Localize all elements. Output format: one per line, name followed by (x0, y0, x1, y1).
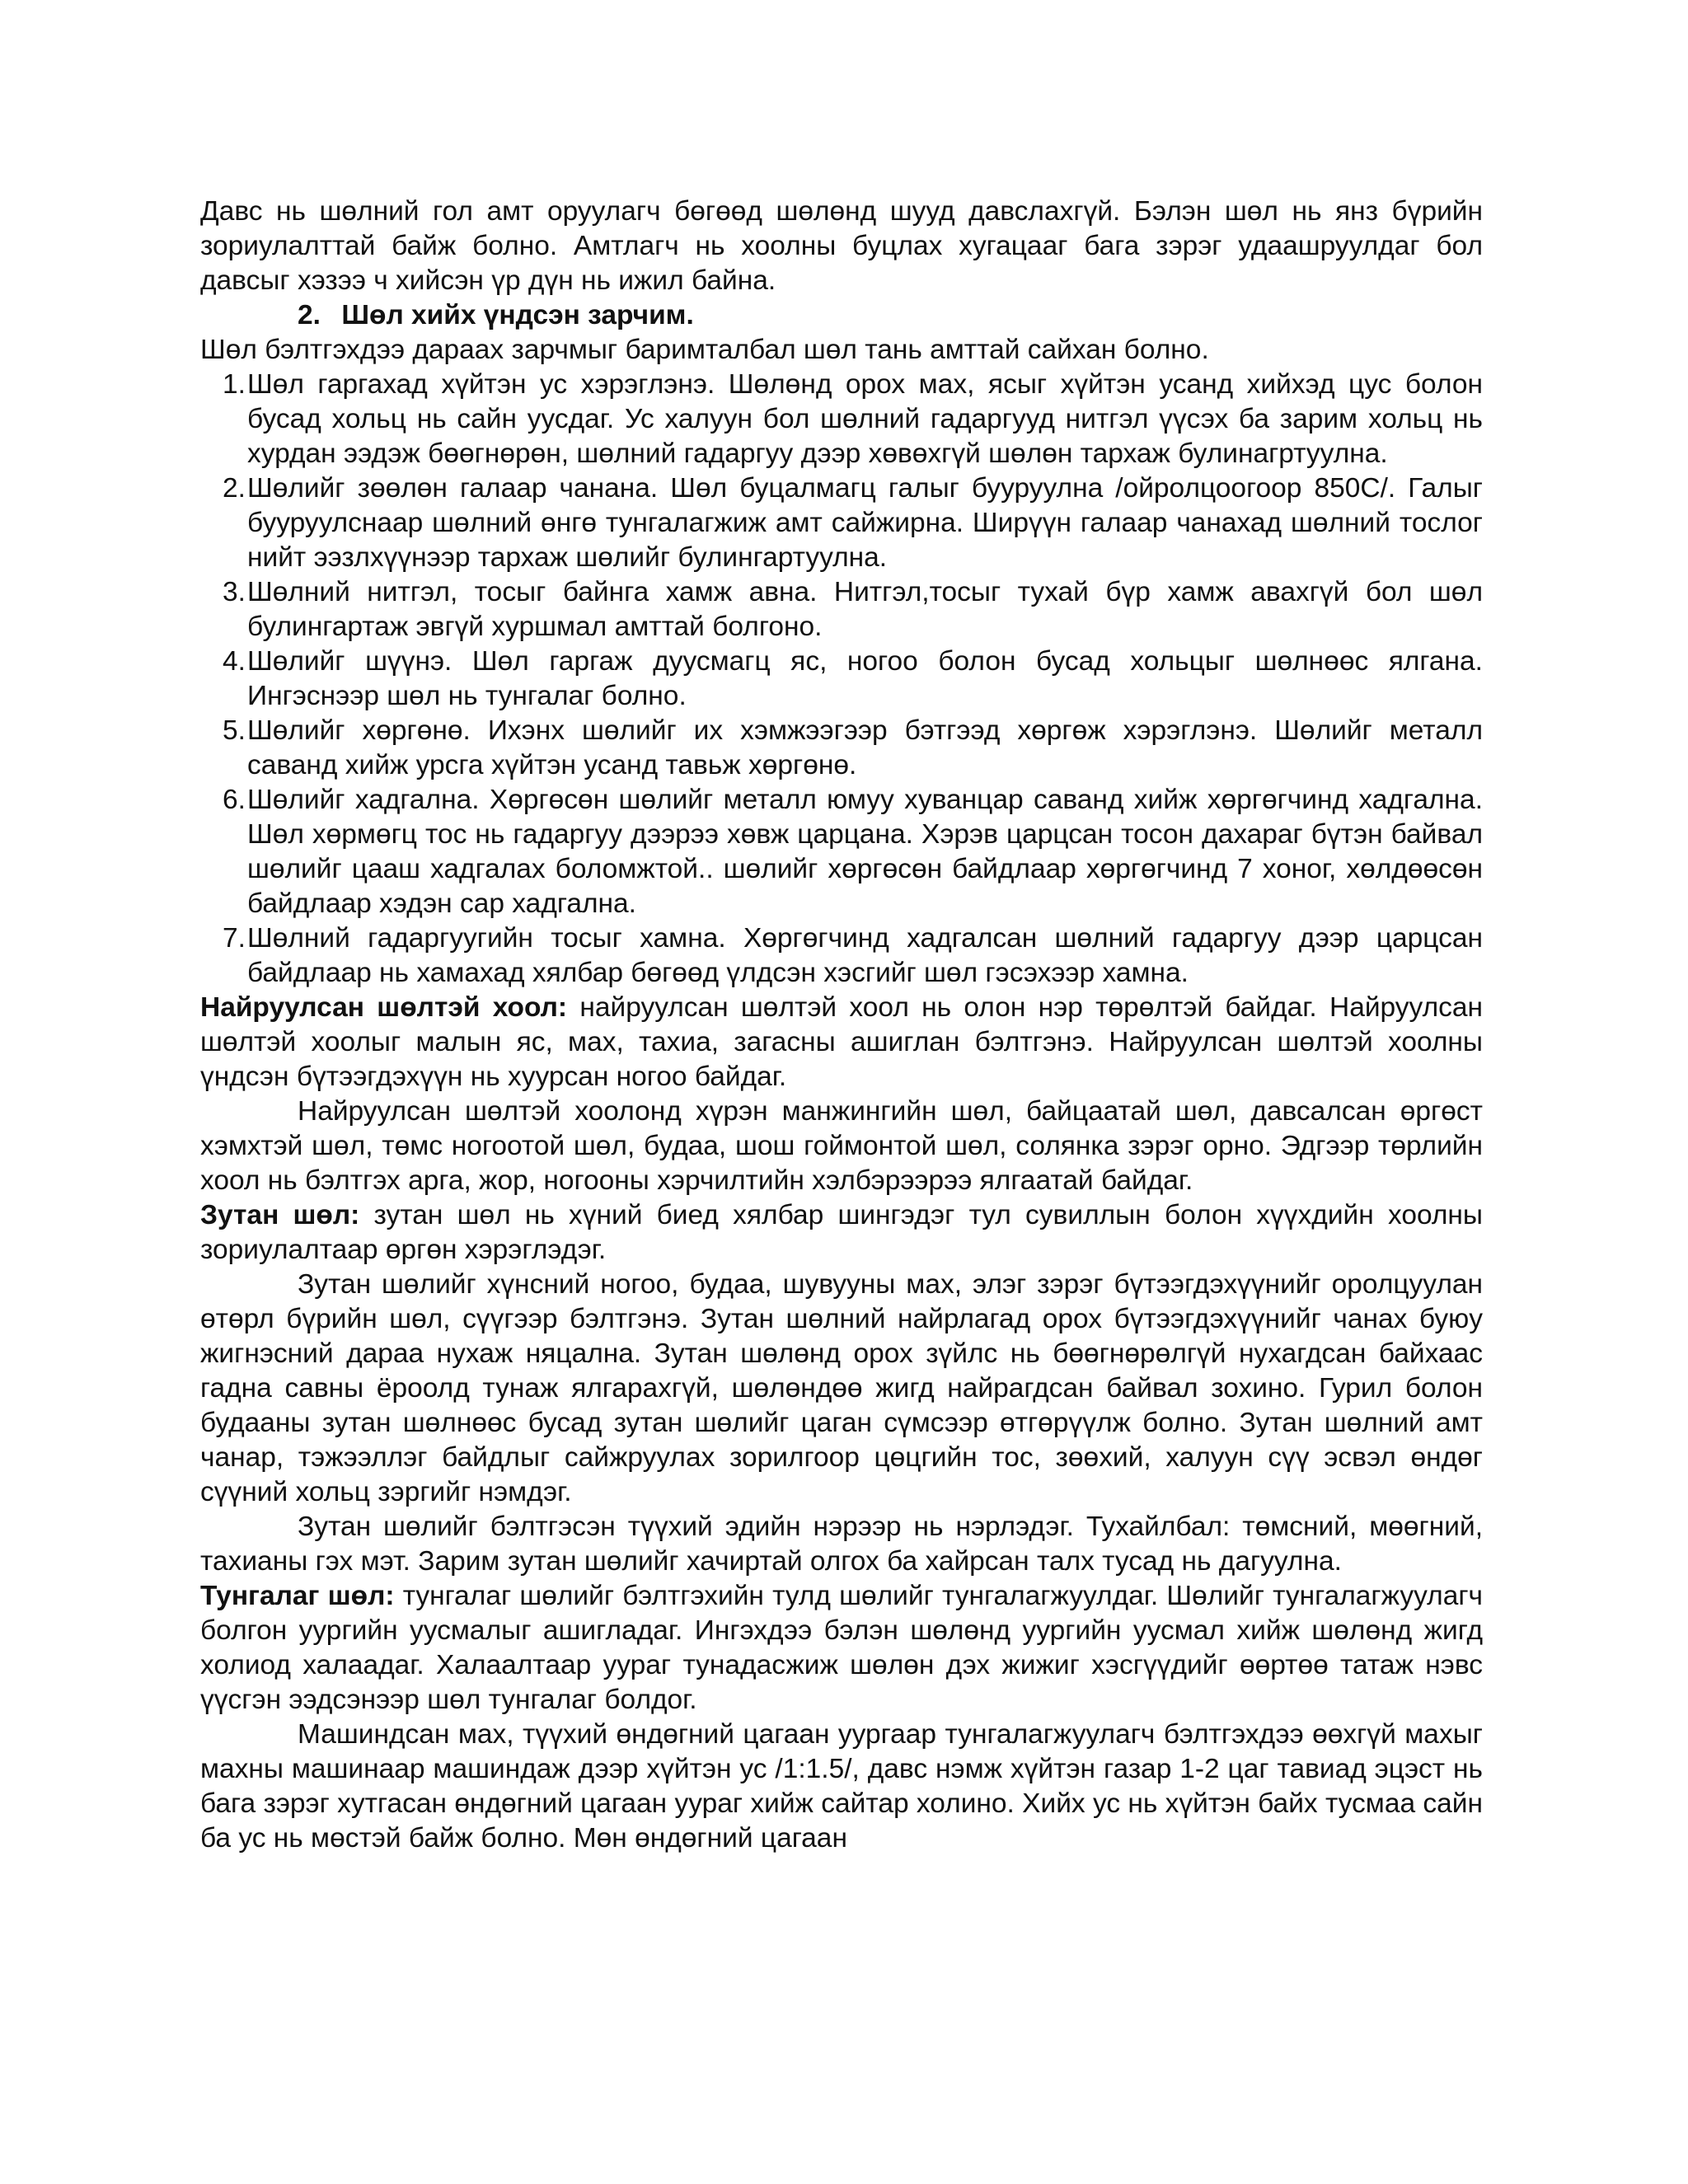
puree-soup-naming-paragraph: Зутан шөлийг бэлтгэсэн түүхий эдийн нэрээр нь нэрлэдэг. Тухайлбал: төмсний, мөөгний, тахианы гэх мэт. Зарим зутан шөлийг хачиртай олгох ба хайрсан талх тусад нь дагуулна. (200, 1511, 1483, 1577)
mixed-soup-definition (200, 991, 1483, 1094)
list-marker: 7. (223, 923, 246, 954)
list-marker: 1. (223, 369, 246, 400)
list-item (200, 921, 1483, 991)
list-item (200, 575, 1483, 644)
section-heading (200, 298, 1483, 333)
mixed-soup-definition-text: найруулсан шөлтэй хоол нь олон нэр төрөлтэй байдаг. Найруулсан шөлтэй хоолыг малын яс, мах, тахиа, загасны ашиглан бэлтгэнэ. Найруулсан шөлтэй хоолны үндсэн бүтээгдэхүүн нь хуурсан ногоо байдаг. (200, 992, 1483, 1092)
list-marker: 5. (223, 715, 246, 746)
list-item-text: Шөлний гадаргуугийн тосыг хамна. Хөргөгчинд хадгалсан шөлний гадаргуу дээр царцсан байдлаар нь хамахад хялбар бөгөөд үлдсэн хэсгийг шөл гэсэхээр хамна. (247, 923, 1483, 988)
intro-paragraph: Давс нь шөлний гол амт оруулагч бөгөөд шөлөнд шууд давслахгүй. Бэлэн шөл нь янз бүрийн зориулалттай байж болно. Амтлагч нь хоолны буцлах хугацааг бага зэрэг удаашруулдаг бол давсыг хэзээ ч хийсэн үр дүн нь ижил байна. (200, 196, 1483, 296)
document-page (200, 194, 1483, 1856)
list-item (200, 714, 1483, 783)
list-item (200, 644, 1483, 714)
list-item (200, 368, 1483, 471)
list-marker: 3. (223, 577, 246, 607)
puree-soup-paragraph: Зутан шөлийг хүнсний ногоо, будаа, шувууны мах, элэг зэрэг бүтээгдэхүүнийг оролцуулан өтөрл бүрийн шөл, сүүгээр бэлтгэнэ. Зутан шөлний найрлагад орох бүтээгдэхүүнийг чанах буюу жигнэсний дараа нухаж няцална. Зутан шөлөнд орох зүйлс нь бөөгнөрөлгүй нухагдсан байхаас гадна савны ёроолд тунаж ялгарахгүй, шөлөндөө жигд найрагдсан байвал зохино. Гурил болон будааны зутан шөлнөөс бусад зутан шөлийг цаган сүмсээр өтгөрүүлж болно. Зутан шөлний амт чанар, тэжээллэг байдлыг сайжруулах зорилгоор цөцгийн тос, зөөхий, халуун сүү эсвэл өндөг сүүний хольц зэргийг нэмдэг. (200, 1269, 1483, 1507)
list-item-text: Шөл гаргахад хүйтэн ус хэрэглэнэ. Шөлөнд орох мах, ясыг хүйтэн усанд хийхэд цус болон бусад хольц нь сайн уусдаг. Ус халуун бол шөлний гадаргууд нитгэл үүсэх ба зарим хольц нь хурдан ээдэж бөөгнөрөн, шөлний гадаргуу дээр хөвөхгүй шөлөн тархаж булинагртуулна. (247, 369, 1483, 469)
clear-soup-definition-text: тунгалаг шөлийг бэлтгэхийн тулд шөлийг тунгалагжуулдаг. Шөлийг тунгалагжуулагч болгон уургийн уусмалыг ашигладаг. Ингэхдээ бэлэн шөлөнд уургийн уусмал хийж шөлөнд жигд холиод халаадаг. Халаалтаар уураг тунадасжиж шөлөн дэх жижиг хэсгүүдийг өөртөө татаж нэвс үүсгэн ээдсэнээр шөл тунгалаг болдог. (200, 1581, 1483, 1715)
list-marker: 4. (223, 646, 246, 677)
mixed-soup-term: Найруулсан шөлтэй хоол: (200, 992, 568, 1023)
section-title: Шөл хийх үндсэн зарчим. (341, 300, 694, 330)
clear-soup-term: Тунгалаг шөл: (200, 1581, 395, 1611)
clear-soup-definition (200, 1579, 1483, 1718)
list-item-text: Шөлний нитгэл, тосыг байнга хамж авна. Нитгэл,тосыг тухай бүр хамж авахгүй бол шөл булингартаж эвгүй хуршмал амттай болгоно. (247, 577, 1483, 642)
mixed-soup-paragraph: Найруулсан шөлтэй хоолонд хүрэн манжингийн шөл, байцаатай шөл, давсалсан өргөст хэмхтэй шөл, төмс ногоотой шөл, будаа, шош гоймонтой шөл, солянка зэрэг орно. Эдгээр төрлийн хоол нь бэлтгэх арга, жор, ногооны хэрчилтийн хэлбэрээрээ ялгаатай байдаг. (200, 1096, 1483, 1196)
clear-soup-paragraph: Машиндсан мах, түүхий өндөгний цагаан уургаар тунгалагжуулагч бэлтгэхдээ өөхгүй махыг махны машинаар машиндаж дээр хүйтэн ус /1:1.5/, давс нэмж хүйтэн газар 1-2 цаг тавиад эцэст нь бага зэрэг хутгасан өндөгний цагаан уураг хийж сайтар холино. Хийх ус нь хүйтэн байх тусмаа сайн ба ус нь мөстэй байж болно. Мөн өндөгний цагаан (200, 1719, 1483, 1854)
list-marker: 2. (223, 473, 246, 504)
principles-lead: Шөл бэлтгэхдээ дараах зарчмыг баримталбал шөл тань амттай сайхан болно. (200, 335, 1209, 365)
principles-list (200, 368, 1483, 991)
list-item-text: Шөлийг хадгална. Хөргөсөн шөлийг металл юмуу хуванцар саванд хийж хөргөгчинд хадгална. Шөл хөрмөгц тос нь гадаргуу дээрээ хөвж царцана. Хэрэв царцсан тосон дахараг бүтэн байвал шөлийг цааш хадгалах боломжтой.. шөлийг хөргөсөн байдлаар хөргөгчинд 7 хоног, хөлдөөсөн байдлаар хэдэн сар хадгална. (247, 785, 1483, 919)
list-marker: 6. (223, 785, 246, 815)
list-item (200, 471, 1483, 575)
list-item-text: Шөлийг зөөлөн галаар чанана. Шөл буцалмагц галыг бууруулна /ойролцоогоор 850С/. Галыг бууруулснаар шөлний өнгө тунгалагжиж амт сайжирна. Ширүүн галаар чанахад шөлний тослог нийт ээзлхүүнээр тархаж шөлийг булингартуулна. (247, 473, 1483, 573)
section-number: 2. (298, 300, 321, 330)
puree-soup-definition (200, 1198, 1483, 1268)
puree-soup-definition-text: зутан шөл нь хүний биед хялбар шингэдэг тул сувиллын болон хүүхдийн хоолны зориулалтаар өргөн хэрэглэдэг. (200, 1200, 1483, 1265)
list-item-text: Шөлийг шүүнэ. Шөл гаргаж дуусмагц яс, ногоо болон бусад хольцыг шөлнөөс ялгана. Ингэснээр шөл нь тунгалаг болно. (247, 646, 1483, 711)
list-item-text: Шөлийг хөргөнө. Ихэнх шөлийг их хэмжээгээр бэтгээд хөргөж хэрэглэнэ. Шөлийг металл саванд хийж урсга хүйтэн усанд тавьж хөргөнө. (247, 715, 1483, 780)
list-item (200, 783, 1483, 921)
puree-soup-term: Зутан шөл: (200, 1200, 360, 1230)
